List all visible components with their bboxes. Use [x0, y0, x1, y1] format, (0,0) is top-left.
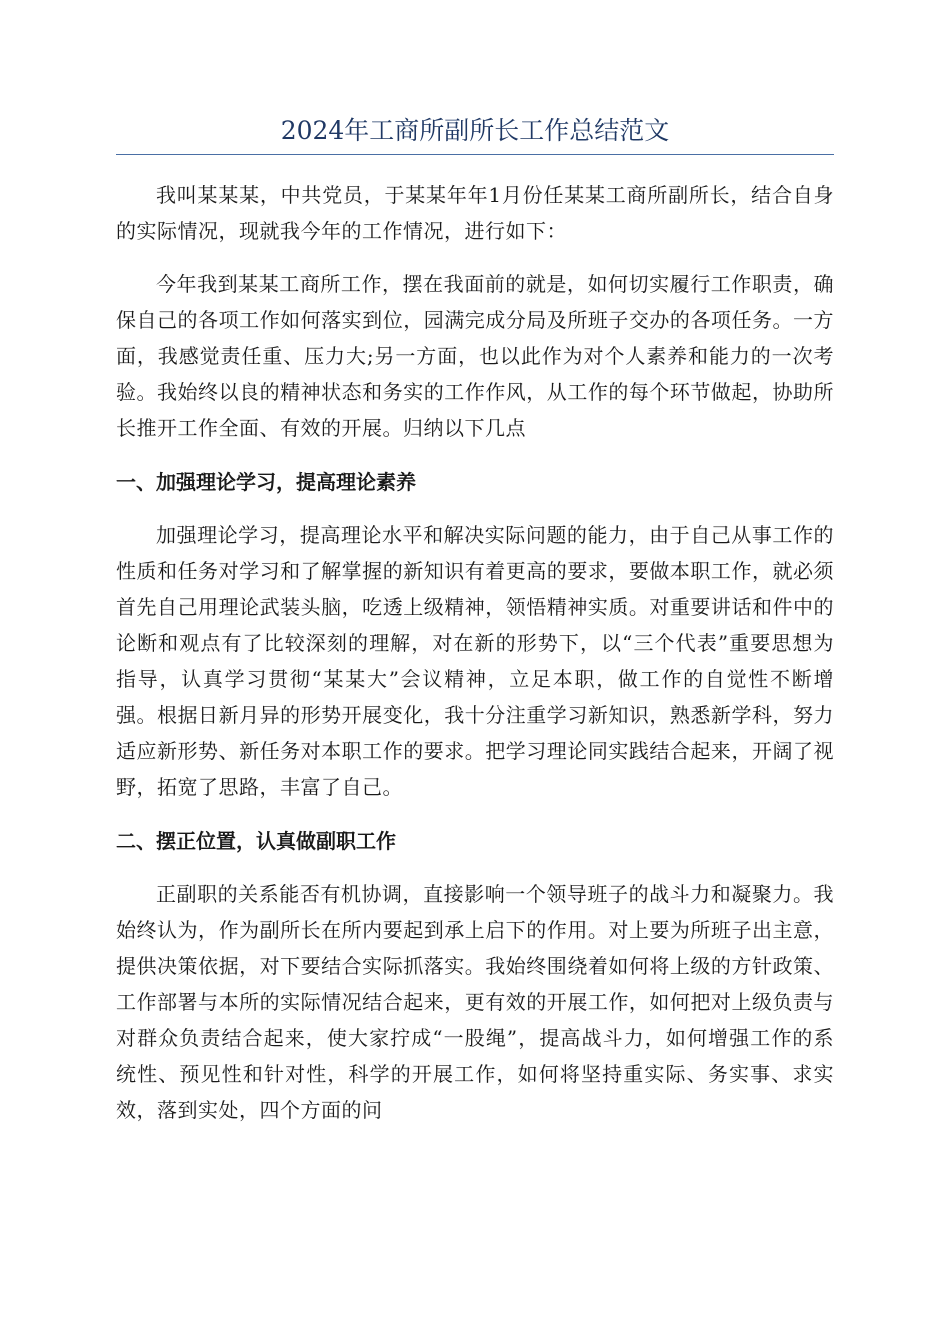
section-heading-theory-study: 一、加强理论学习，提高理论素养 [116, 470, 416, 494]
intro-paragraph: 我叫某某某，中共党员，于某某年年1月份任某某工商所副所长，结合自身的实际情况，现就我今年的工作情况，进行如下： [116, 183, 834, 243]
section-body-theory-study: 加强理论学习，提高理论水平和解决实际问题的能力，由于自己从事工作的性质和任务对学习和了解掌握的新知识有着更高的要求，要做本职工作，就必须首先自己用理论武装头脑，吃透上级精神，领悟精神实质。对重要讲话和件中的论断和观点有了比较深刻的理解，对在新的形势下，以“三个代表”重要思想为指导，认真学习贯彻“某某大”会议精神，立足本职，做工作的自觉性不断增强。根据日新月异的形势开展变化，我十分注重学习新知识，熟悉新学科，努力适应新形势、新任务对本职工作的要求。把学习理论同实践结合起来，开阔了视野，拓宽了思路，丰富了自己。 [116, 523, 834, 799]
document-title: 2024年工商所副所长工作总结范文 [116, 114, 834, 155]
document-page [116, 0, 834, 1128]
section-body-deputy-role: 正副职的关系能否有机协调，直接影响一个领导班子的战斗力和凝聚力。我始终认为，作为副所长在所内要起到承上启下的作用。对上要为所班子出主意，提供决策依据，对下要结合实际抓落实。我始终围绕着如何将上级的方针政策、工作部署与本所的实际情况结合起来，更有效的开展工作，如何把对上级负责与对群众负责结合起来，使大家拧成“一股绳”，提高战斗力，如何增强工作的系统性、预见性和针对性，科学的开展工作，如何将坚持重实际、务实事、求实效，落到实处，四个方面的问 [116, 882, 834, 1122]
overview-paragraph: 今年我到某某工商所工作，摆在我面前的就是，如何切实履行工作职责，确保自己的各项工作如何落实到位，园满完成分局及所班子交办的各项任务。一方面，我感觉责任重、压力大;另一方面，也以此作为对个人素养和能力的一次考验。我始终以良的精神状态和务实的工作作风，从工作的每个环节做起，协助所长推开工作全面、有效的开展。归纳以下几点 [116, 272, 834, 440]
section-heading-deputy-role: 二、摆正位置，认真做副职工作 [116, 829, 396, 853]
